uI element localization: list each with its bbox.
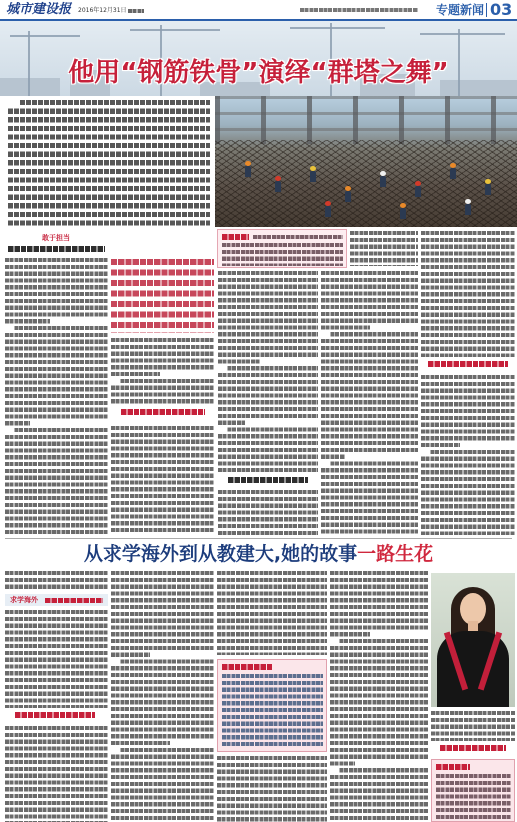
paragraph-break [355, 761, 428, 767]
paragraph-indent [218, 366, 227, 372]
worker [415, 186, 421, 197]
worker [485, 184, 491, 195]
worker [275, 181, 281, 192]
paragraph-break [345, 454, 418, 460]
headline-2-accent: 一路生花 [357, 543, 434, 565]
paragraph-indent [8, 100, 20, 107]
construction-site-photo [215, 96, 517, 227]
page-number: 03 [490, 0, 513, 19]
building-frame [215, 96, 517, 144]
caption-text [222, 243, 343, 266]
subhead-title [428, 361, 508, 367]
paragraph-indent [111, 378, 120, 384]
sidebar-box-text [222, 674, 323, 749]
subhead-label: 求学海外 [10, 595, 38, 604]
paragraph-break [260, 359, 318, 365]
subhead-title [15, 712, 95, 718]
article-separator [5, 538, 512, 539]
body-text [421, 231, 515, 357]
paragraph-indent [218, 427, 227, 433]
crane-jib [130, 29, 220, 31]
headline-1-part: 他用 [68, 58, 121, 88]
worker [345, 191, 351, 202]
worker [465, 204, 471, 215]
profile-box-title [436, 764, 470, 770]
subhead-title [228, 477, 308, 483]
paragraph-break [160, 372, 214, 378]
paragraph-indent [5, 428, 14, 434]
paragraph-indent [330, 768, 339, 774]
paragraph-break [460, 443, 515, 449]
portrait-neck [468, 621, 478, 631]
worker [380, 176, 386, 187]
worker [450, 168, 456, 179]
headline-1-part: “钢筋铁骨” [120, 58, 259, 88]
editor-credits [300, 8, 418, 12]
paragraph-break [50, 319, 108, 325]
subhead-title [45, 598, 103, 603]
paragraph-indent [321, 332, 330, 338]
paragraph-indent [111, 747, 120, 753]
crane-jib [420, 33, 505, 35]
body-text [431, 711, 515, 741]
body-text [421, 375, 515, 535]
body-text [218, 271, 318, 472]
body-text [111, 571, 214, 822]
body-text [330, 571, 428, 822]
paragraph-indent [330, 639, 339, 645]
crane-jib [290, 27, 385, 29]
pull-quote [111, 259, 214, 333]
rebar-mesh [215, 140, 517, 227]
subhead-band [5, 594, 108, 606]
issue-date: 2016年12月31日 [78, 7, 127, 14]
paragraph-indent [5, 326, 14, 332]
lead-paragraph [8, 100, 210, 229]
subhead-title [440, 745, 506, 751]
body-text [321, 271, 418, 535]
paragraph-indent [111, 659, 120, 665]
headline-2-main: 从求学海外到从教建大,她的故事 [83, 543, 358, 565]
body-text [217, 571, 327, 655]
paragraph-break [370, 632, 428, 638]
headline-1-part: “群塔之舞” [310, 58, 449, 88]
paragraph-break [30, 421, 108, 427]
paragraph-break [370, 325, 418, 331]
paragraph-indent [321, 461, 330, 467]
portrait-photo [431, 573, 515, 707]
headline-1 [0, 58, 517, 88]
body-text [5, 726, 108, 822]
body-text [217, 756, 327, 822]
worker [245, 166, 251, 177]
paragraph-break [245, 420, 318, 426]
body-text [5, 571, 108, 591]
headline-banner [0, 21, 517, 96]
crane-jib [10, 35, 80, 37]
paragraph-indent [421, 449, 430, 455]
page-header [0, 0, 517, 20]
subhead-title [8, 246, 105, 252]
photo-caption-box [217, 229, 347, 268]
headline-1-part: 演绎 [258, 58, 311, 88]
paragraph-break [170, 741, 214, 747]
body-text [350, 231, 418, 266]
headline-2 [0, 541, 517, 567]
masthead-logo: 城市建设报 [6, 2, 72, 17]
subhead-label: 敢于担当 [42, 234, 70, 242]
issue-weekday-text [128, 9, 144, 13]
paragraph-break [150, 652, 214, 658]
caption-text [253, 235, 343, 239]
body-text [111, 426, 214, 535]
worker [400, 208, 406, 219]
worker [325, 206, 331, 217]
body-text [5, 610, 108, 708]
profile-box [431, 759, 515, 822]
sidebar-box-title [222, 664, 272, 670]
section-divider [486, 3, 487, 17]
body-text [218, 490, 318, 535]
profile-box-text [436, 774, 511, 820]
worker [310, 171, 316, 182]
body-text [5, 258, 108, 536]
subhead-title [121, 409, 205, 415]
sidebar-box [217, 659, 327, 752]
section-name: 专题新闻 [436, 3, 485, 17]
caption-label [222, 234, 249, 240]
